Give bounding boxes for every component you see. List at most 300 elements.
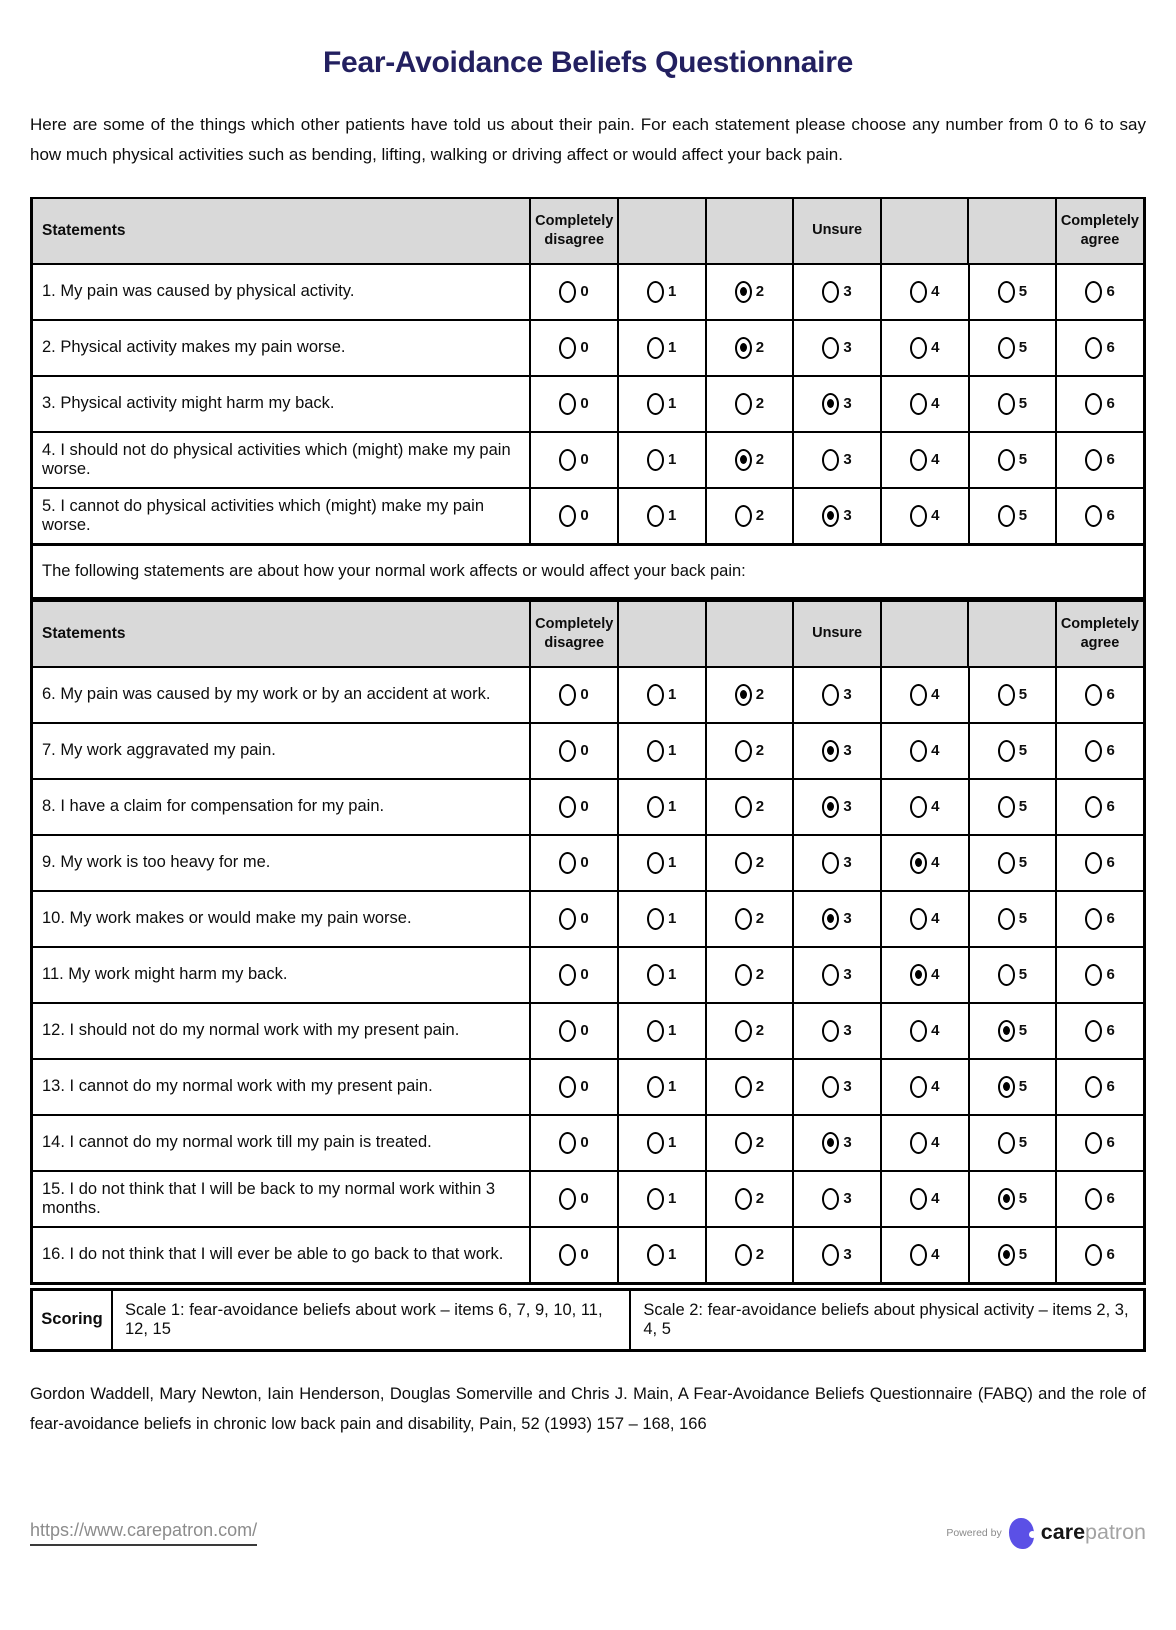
radio-q5-v2[interactable]	[735, 505, 752, 527]
option-value-label: 2	[755, 742, 765, 759]
option-cell-q13-v4	[880, 1060, 968, 1114]
option-cell-q13-v1	[617, 1060, 705, 1114]
radio-q6-v4[interactable]	[910, 684, 927, 706]
option-cell-q5-v1	[617, 489, 705, 543]
radio-q8-v4[interactable]	[910, 796, 927, 818]
radio-dot	[827, 1138, 834, 1147]
question-row-16	[33, 1226, 1143, 1282]
radio-q10-v2[interactable]	[735, 908, 752, 930]
radio-q13-v6[interactable]	[1085, 1076, 1102, 1098]
radio-q13-v0[interactable]	[559, 1076, 576, 1098]
radio-q15-v4[interactable]	[910, 1188, 927, 1210]
option-value-label: 6	[1106, 339, 1115, 356]
radio-dot	[740, 343, 747, 352]
option-cell-q16-v6	[1055, 1228, 1143, 1282]
radio-q12-v6[interactable]	[1085, 1020, 1102, 1042]
option-cell-q9-v4	[880, 836, 968, 890]
option-value-label: 1	[668, 339, 677, 356]
statement-text-15: 15. I do not think that I will be back to my normal work within 3 months.	[42, 1179, 496, 1217]
option-value-label: 6	[1106, 1078, 1115, 1095]
option-value-label: 4	[931, 1134, 940, 1151]
radio-q8-v2[interactable]	[735, 796, 752, 818]
option-cell-q13-v2	[705, 1060, 793, 1114]
option-cell-q8-v6	[1055, 780, 1143, 834]
radio-q2-v6[interactable]	[1085, 337, 1102, 359]
option-cell-q12-v3	[792, 1004, 880, 1058]
statement-text-13: 13. I cannot do my normal work with my present pain.	[42, 1077, 433, 1095]
radio-q14-v4[interactable]	[910, 1132, 927, 1154]
question-row-12	[33, 1002, 1143, 1058]
table2-body	[33, 666, 1143, 1282]
option-cell-q2-v1	[617, 321, 705, 375]
statements-header: Statements	[33, 199, 529, 263]
radio-q15-v3[interactable]	[822, 1188, 839, 1210]
radio-dot	[740, 455, 747, 464]
brand-care: care	[1040, 1520, 1086, 1545]
statement-text-2: 2. Physical activity makes my pain worse.	[42, 338, 346, 356]
option-cell-q9-v5	[968, 836, 1056, 890]
option-cell-q3-v3	[792, 377, 880, 431]
option-cell-q12-v1	[617, 1004, 705, 1058]
option-cell-q8-v4	[880, 780, 968, 834]
radio-q16-v5[interactable]	[998, 1244, 1015, 1266]
radio-q4-v4[interactable]	[910, 449, 927, 471]
option-cell-q5-v0	[529, 489, 617, 543]
option-value-label: 2	[755, 339, 765, 356]
header-blank-2	[705, 602, 793, 666]
header-label: Completely disagree	[535, 212, 614, 248]
radio-q14-v6[interactable]	[1085, 1132, 1102, 1154]
option-value-label: 3	[843, 451, 852, 468]
header-blank-5	[967, 199, 1055, 263]
option-cell-q13-v6	[1055, 1060, 1143, 1114]
carepatron-logo-icon	[1009, 1518, 1034, 1549]
radio-q11-v1[interactable]	[647, 964, 664, 986]
radio-q6-v6[interactable]	[1085, 684, 1102, 706]
option-cell-q12-v4	[880, 1004, 968, 1058]
question-row-1	[33, 263, 1143, 319]
option-value-label: 2	[755, 507, 765, 524]
radio-q10-v0[interactable]	[559, 908, 576, 930]
radio-q1-v6[interactable]	[1085, 281, 1102, 303]
option-value-label: 0	[580, 339, 589, 356]
option-cell-q1-v2	[705, 265, 793, 319]
option-cell-q4-v0	[529, 433, 617, 487]
option-cell-q5-v2	[705, 489, 793, 543]
radio-q7-v1[interactable]	[647, 740, 664, 762]
option-cell-q1-v6	[1055, 265, 1143, 319]
radio-q5-v1[interactable]	[647, 505, 664, 527]
option-cell-q15-v6	[1055, 1172, 1143, 1226]
radio-q12-v4[interactable]	[910, 1020, 927, 1042]
option-cell-q16-v1	[617, 1228, 705, 1282]
option-value-label: 3	[843, 742, 852, 759]
header-unsure	[792, 602, 880, 666]
radio-q5-v4[interactable]	[910, 505, 927, 527]
radio-q6-v0[interactable]	[559, 684, 576, 706]
radio-q6-v5[interactable]	[998, 684, 1015, 706]
radio-q16-v0[interactable]	[559, 1244, 576, 1266]
radio-q9-v1[interactable]	[647, 852, 664, 874]
option-cell-q15-v3	[792, 1172, 880, 1226]
option-cell-q3-v6	[1055, 377, 1143, 431]
table1-body	[33, 263, 1143, 543]
option-cell-q13-v0	[529, 1060, 617, 1114]
radio-q10-v1[interactable]	[647, 908, 664, 930]
question-row-5	[33, 487, 1143, 543]
radio-q1-v0[interactable]	[559, 281, 576, 303]
option-cell-q1-v3	[792, 265, 880, 319]
scoring-scale2: Scale 2: fear-avoidance beliefs about physical activity – items 2, 3, 4, 5	[643, 1300, 1129, 1338]
statement-text-5: 5. I cannot do physical activities which (might) make my pain worse.	[42, 496, 485, 534]
header-completely-disagree	[529, 199, 617, 263]
option-value-label: 6	[1106, 854, 1115, 871]
radio-q13-v5[interactable]	[998, 1076, 1015, 1098]
radio-q10-v3[interactable]	[822, 908, 839, 930]
radio-q16-v2[interactable]	[735, 1244, 752, 1266]
radio-dot	[827, 511, 834, 520]
option-cell-q2-v0	[529, 321, 617, 375]
radio-q11-v3[interactable]	[822, 964, 839, 986]
option-cell-q7-v5	[968, 724, 1056, 778]
radio-q4-v3[interactable]	[822, 449, 839, 471]
option-value-label: 3	[843, 798, 852, 815]
radio-q15-v2[interactable]	[735, 1188, 752, 1210]
option-cell-q11-v2	[705, 948, 793, 1002]
radio-q11-v5[interactable]	[998, 964, 1015, 986]
header-completely-agree	[1055, 602, 1143, 666]
option-cell-q15-v2	[705, 1172, 793, 1226]
header-label: Unsure	[812, 222, 863, 239]
radio-q16-v3[interactable]	[822, 1244, 839, 1266]
option-cell-q4-v3	[792, 433, 880, 487]
radio-q1-v4[interactable]	[910, 281, 927, 303]
radio-q8-v6[interactable]	[1085, 796, 1102, 818]
option-value-label: 1	[668, 742, 677, 759]
radio-dot	[827, 914, 834, 923]
option-value-label: 4	[931, 451, 940, 468]
option-value-label: 1	[668, 686, 677, 703]
option-value-label: 4	[931, 1078, 940, 1095]
option-cell-q14-v6	[1055, 1116, 1143, 1170]
option-value-label: 3	[843, 1190, 852, 1207]
radio-q3-v0[interactable]	[559, 393, 576, 415]
option-value-label: 6	[1106, 966, 1115, 983]
option-value-label: 3	[843, 854, 852, 871]
question-row-9	[33, 834, 1143, 890]
option-value-label: 4	[931, 507, 940, 524]
option-value-label: 6	[1106, 798, 1115, 815]
option-value-label: 5	[1018, 395, 1028, 412]
radio-q5-v6[interactable]	[1085, 505, 1102, 527]
table2-header-row	[33, 602, 1143, 666]
option-cell-q9-v0	[529, 836, 617, 890]
radio-q7-v3[interactable]	[822, 740, 839, 762]
site-link[interactable]: https://www.carepatron.com/	[30, 1520, 257, 1546]
option-cell-q2-v3	[792, 321, 880, 375]
option-cell-q5-v6	[1055, 489, 1143, 543]
radio-q7-v0[interactable]	[559, 740, 576, 762]
option-value-label: 6	[1106, 1190, 1115, 1207]
option-cell-q10-v2	[705, 892, 793, 946]
option-cell-q11-v0	[529, 948, 617, 1002]
option-cell-q1-v0	[529, 265, 617, 319]
option-cell-q11-v6	[1055, 948, 1143, 1002]
page-title: Fear-Avoidance Beliefs Questionnaire	[323, 46, 853, 79]
option-value-label: 2	[755, 395, 765, 412]
radio-q7-v2[interactable]	[735, 740, 752, 762]
radio-q15-v6[interactable]	[1085, 1188, 1102, 1210]
scoring-row	[30, 1288, 1146, 1352]
radio-q12-v3[interactable]	[822, 1020, 839, 1042]
option-value-label: 2	[755, 686, 765, 703]
statement-text-1: 1. My pain was caused by physical activity.	[42, 282, 355, 300]
radio-q14-v0[interactable]	[559, 1132, 576, 1154]
option-value-label: 1	[668, 910, 677, 927]
option-cell-q7-v4	[880, 724, 968, 778]
option-value-label: 3	[843, 1022, 852, 1039]
radio-q12-v2[interactable]	[735, 1020, 752, 1042]
radio-q8-v1[interactable]	[647, 796, 664, 818]
option-value-label: 6	[1106, 451, 1115, 468]
radio-q4-v0[interactable]	[559, 449, 576, 471]
option-value-label: 5	[1018, 507, 1028, 524]
option-value-label: 5	[1018, 854, 1028, 871]
radio-q16-v6[interactable]	[1085, 1244, 1102, 1266]
header-label: Completely agree	[1060, 615, 1139, 651]
option-value-label: 5	[1018, 686, 1028, 703]
option-value-label: 5	[1018, 1246, 1028, 1263]
radio-q5-v3[interactable]	[822, 505, 839, 527]
question-row-2	[33, 319, 1143, 375]
radio-q5-v5[interactable]	[998, 505, 1015, 527]
radio-q3-v4[interactable]	[910, 393, 927, 415]
option-value-label: 1	[668, 395, 677, 412]
radio-q1-v2[interactable]	[735, 281, 752, 303]
option-cell-q15-v5	[968, 1172, 1056, 1226]
radio-q8-v0[interactable]	[559, 796, 576, 818]
option-value-label: 5	[1018, 451, 1028, 468]
option-value-label: 4	[931, 854, 940, 871]
header-blank-2	[705, 199, 793, 263]
radio-dot	[1003, 1194, 1010, 1203]
radio-q12-v1[interactable]	[647, 1020, 664, 1042]
radio-q7-v5[interactable]	[998, 740, 1015, 762]
radio-q14-v5[interactable]	[998, 1132, 1015, 1154]
radio-q5-v0[interactable]	[559, 505, 576, 527]
option-value-label: 2	[755, 283, 765, 300]
option-cell-q16-v0	[529, 1228, 617, 1282]
brand-wordmark	[1041, 1522, 1146, 1544]
radio-q14-v3[interactable]	[822, 1132, 839, 1154]
powered-by-label: Powered by	[946, 1527, 1002, 1540]
header-completely-agree	[1055, 199, 1143, 263]
option-cell-q11-v3	[792, 948, 880, 1002]
page-footer	[30, 1518, 1146, 1549]
option-cell-q9-v2	[705, 836, 793, 890]
header-blank-5	[967, 602, 1055, 666]
option-value-label: 1	[668, 798, 677, 815]
radio-q2-v0[interactable]	[559, 337, 576, 359]
option-value-label: 5	[1018, 1022, 1028, 1039]
radio-q11-v4[interactable]	[910, 964, 927, 986]
radio-dot	[740, 690, 747, 699]
radio-q12-v5[interactable]	[998, 1020, 1015, 1042]
radio-q2-v3[interactable]	[822, 337, 839, 359]
option-cell-q10-v0	[529, 892, 617, 946]
radio-dot	[740, 287, 747, 296]
option-cell-q2-v4	[880, 321, 968, 375]
option-value-label: 0	[580, 798, 589, 815]
option-cell-q12-v0	[529, 1004, 617, 1058]
option-value-label: 3	[843, 395, 852, 412]
questionnaire-table-work	[30, 600, 1146, 1285]
option-value-label: 6	[1106, 395, 1115, 412]
option-value-label: 0	[580, 1022, 589, 1039]
table1-header-row	[33, 199, 1143, 263]
option-cell-q13-v3	[792, 1060, 880, 1114]
option-value-label: 6	[1106, 742, 1115, 759]
option-cell-q7-v6	[1055, 724, 1143, 778]
radio-q1-v3[interactable]	[822, 281, 839, 303]
radio-q9-v6[interactable]	[1085, 852, 1102, 874]
option-value-label: 0	[580, 1134, 589, 1151]
radio-q6-v3[interactable]	[822, 684, 839, 706]
option-value-label: 2	[755, 854, 765, 871]
option-value-label: 2	[755, 451, 765, 468]
header-blank-1	[617, 602, 705, 666]
option-cell-q8-v3	[792, 780, 880, 834]
option-value-label: 6	[1106, 910, 1115, 927]
option-value-label: 2	[755, 1134, 765, 1151]
radio-q1-v5[interactable]	[998, 281, 1015, 303]
option-cell-q2-v6	[1055, 321, 1143, 375]
radio-q14-v1[interactable]	[647, 1132, 664, 1154]
radio-q9-v2[interactable]	[735, 852, 752, 874]
option-cell-q14-v1	[617, 1116, 705, 1170]
radio-q4-v1[interactable]	[647, 449, 664, 471]
radio-q3-v6[interactable]	[1085, 393, 1102, 415]
radio-q11-v2[interactable]	[735, 964, 752, 986]
radio-q4-v6[interactable]	[1085, 449, 1102, 471]
option-cell-q4-v4	[880, 433, 968, 487]
question-row-13	[33, 1058, 1143, 1114]
option-cell-q6-v4	[880, 668, 968, 722]
radio-q10-v6[interactable]	[1085, 908, 1102, 930]
radio-q9-v5[interactable]	[998, 852, 1015, 874]
option-value-label: 5	[1018, 798, 1028, 815]
option-value-label: 1	[668, 1246, 677, 1263]
radio-q2-v5[interactable]	[998, 337, 1015, 359]
radio-q13-v3[interactable]	[822, 1076, 839, 1098]
radio-q3-v1[interactable]	[647, 393, 664, 415]
radio-q4-v5[interactable]	[998, 449, 1015, 471]
statement-text-3: 3. Physical activity might harm my back.	[42, 394, 335, 412]
radio-q6-v2[interactable]	[735, 684, 752, 706]
radio-q9-v0[interactable]	[559, 852, 576, 874]
radio-q6-v1[interactable]	[647, 684, 664, 706]
option-cell-q5-v5	[968, 489, 1056, 543]
option-value-label: 1	[668, 1134, 677, 1151]
radio-q2-v4[interactable]	[910, 337, 927, 359]
radio-q12-v0[interactable]	[559, 1020, 576, 1042]
option-cell-q7-v2	[705, 724, 793, 778]
statement-text-4: 4. I should not do physical activities which (might) make my pain worse.	[42, 440, 511, 478]
option-value-label: 3	[843, 1134, 852, 1151]
header-blank-1	[617, 199, 705, 263]
radio-q8-v3[interactable]	[822, 796, 839, 818]
option-cell-q14-v4	[880, 1116, 968, 1170]
option-cell-q9-v3	[792, 836, 880, 890]
statement-text-9: 9. My work is too heavy for me.	[42, 853, 271, 871]
statement-text-7: 7. My work aggravated my pain.	[42, 741, 276, 759]
citation-text: Gordon Waddell, Mary Newton, Iain Henderson, Douglas Somerville and Chris J. Main, A Fear-Avoidance Beliefs Questionnaire (FABQ) and the role of fear-avoidance beliefs in chronic low back pain and disability, Pain, 52 (1993) 157 – 168, 166	[30, 1384, 1146, 1434]
option-value-label: 6	[1106, 1134, 1115, 1151]
radio-q10-v4[interactable]	[910, 908, 927, 930]
option-cell-q12-v5	[968, 1004, 1056, 1058]
radio-q16-v4[interactable]	[910, 1244, 927, 1266]
question-row-6	[33, 666, 1143, 722]
radio-q2-v1[interactable]	[647, 337, 664, 359]
radio-q3-v5[interactable]	[998, 393, 1015, 415]
radio-q15-v5[interactable]	[998, 1188, 1015, 1210]
radio-q10-v5[interactable]	[998, 908, 1015, 930]
radio-q15-v1[interactable]	[647, 1188, 664, 1210]
radio-q15-v0[interactable]	[559, 1188, 576, 1210]
radio-q13-v4[interactable]	[910, 1076, 927, 1098]
radio-q7-v6[interactable]	[1085, 740, 1102, 762]
option-value-label: 4	[931, 742, 940, 759]
option-cell-q3-v4	[880, 377, 968, 431]
radio-q8-v5[interactable]	[998, 796, 1015, 818]
radio-q14-v2[interactable]	[735, 1132, 752, 1154]
radio-q11-v6[interactable]	[1085, 964, 1102, 986]
option-cell-q3-v1	[617, 377, 705, 431]
radio-q3-v3[interactable]	[822, 393, 839, 415]
option-value-label: 6	[1106, 507, 1115, 524]
option-value-label: 0	[580, 686, 589, 703]
radio-q9-v3[interactable]	[822, 852, 839, 874]
radio-q9-v4[interactable]	[910, 852, 927, 874]
option-value-label: 4	[931, 910, 940, 927]
statement-text-11: 11. My work might harm my back.	[42, 965, 288, 983]
radio-q7-v4[interactable]	[910, 740, 927, 762]
question-row-4	[33, 431, 1143, 487]
option-cell-q15-v4	[880, 1172, 968, 1226]
option-cell-q10-v4	[880, 892, 968, 946]
radio-q13-v2[interactable]	[735, 1076, 752, 1098]
option-cell-q14-v0	[529, 1116, 617, 1170]
radio-q13-v1[interactable]	[647, 1076, 664, 1098]
radio-q11-v0[interactable]	[559, 964, 576, 986]
option-value-label: 1	[668, 507, 677, 524]
option-cell-q12-v2	[705, 1004, 793, 1058]
option-value-label: 0	[580, 395, 589, 412]
radio-dot	[827, 399, 834, 408]
radio-q2-v2[interactable]	[735, 337, 752, 359]
radio-q16-v1[interactable]	[647, 1244, 664, 1266]
option-value-label: 5	[1018, 283, 1028, 300]
radio-dot	[827, 746, 834, 755]
option-cell-q16-v2	[705, 1228, 793, 1282]
option-cell-q9-v6	[1055, 836, 1143, 890]
option-value-label: 5	[1018, 339, 1028, 356]
radio-q3-v2[interactable]	[735, 393, 752, 415]
radio-q1-v1[interactable]	[647, 281, 664, 303]
radio-q4-v2[interactable]	[735, 449, 752, 471]
scoring-label: Scoring	[33, 1291, 113, 1349]
option-cell-q1-v1	[617, 265, 705, 319]
